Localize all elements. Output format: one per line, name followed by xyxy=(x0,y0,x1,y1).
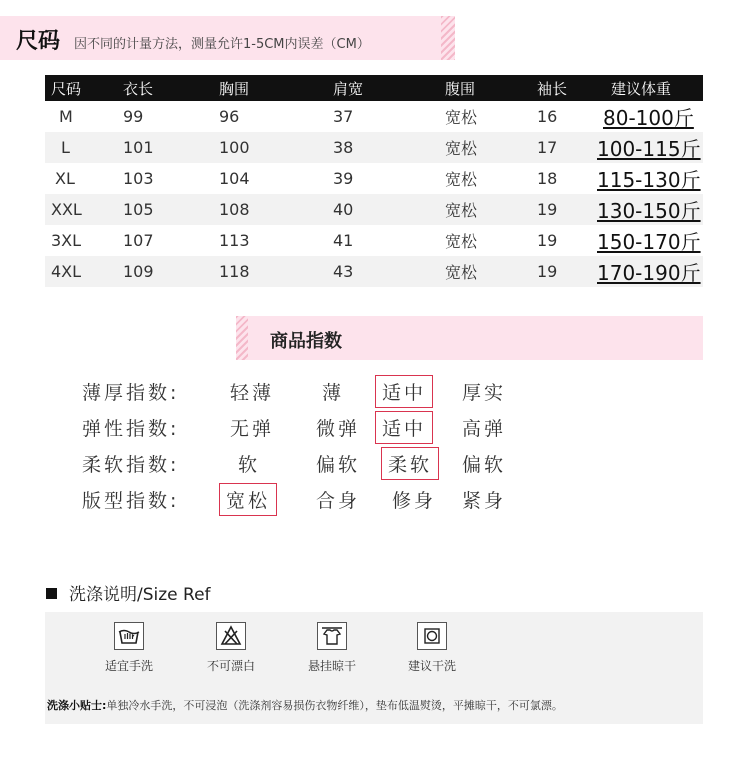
size-table xyxy=(45,75,703,287)
index-option-selected: 宽松 xyxy=(222,486,274,513)
index-label: 薄厚指数: xyxy=(82,382,180,404)
wash-tip-text: 单独冷水手洗，不可浸泡（洗涤剂容易损伤衣物纤维），垫布低温熨烫，平摊晾干，不可氯漂。 xyxy=(106,699,563,712)
wash-item-label: 建议干洗 xyxy=(407,659,456,673)
wash-tip xyxy=(47,697,563,713)
index-label: 弹性指数: xyxy=(82,418,180,440)
cell-size: 3XL xyxy=(51,231,82,250)
cell-length: 99 xyxy=(123,107,144,126)
table-row xyxy=(45,194,703,225)
index-option: 修身 xyxy=(392,490,437,512)
cell-weight: 150-170斤 xyxy=(597,230,701,254)
cell-weight: 115-130斤 xyxy=(597,168,701,192)
index-option-selected: 适中 xyxy=(378,414,430,441)
cell-sleeve: 19 xyxy=(537,231,558,250)
cell-length: 109 xyxy=(123,256,219,287)
index-option: 紧身 xyxy=(462,490,507,512)
index-title: 商品指数 xyxy=(270,331,342,352)
index-row-fit xyxy=(0,484,750,514)
table-row xyxy=(45,163,703,194)
size-note: 因不同的计量方法，测量允许1-5CM内误差（CM） xyxy=(74,37,370,52)
cell-size: XL xyxy=(55,169,75,188)
col-header-weight: 建议体重 xyxy=(597,75,703,101)
index-option: 偏软 xyxy=(462,454,507,476)
cell-chest: 108 xyxy=(219,194,333,225)
cell-sleeve: 18 xyxy=(537,169,558,188)
cell-length: 105 xyxy=(123,194,219,225)
banner-stripes xyxy=(236,316,248,360)
wash-item-label: 悬挂晾干 xyxy=(307,659,356,673)
table-row xyxy=(45,101,703,132)
table-row xyxy=(45,225,703,256)
cell-waist: 宽松 xyxy=(445,108,478,127)
cell-waist: 宽松 xyxy=(445,194,537,225)
cell-chest: 96 xyxy=(219,107,240,126)
cell-chest: 113 xyxy=(219,231,250,250)
cell-waist: 宽松 xyxy=(445,256,537,287)
cell-length: 101 xyxy=(123,132,219,163)
index-option: 高弹 xyxy=(462,418,507,440)
cell-weight: 130-150斤 xyxy=(597,194,703,225)
index-option-selected: 适中 xyxy=(378,378,430,405)
index-option: 无弹 xyxy=(230,418,275,440)
cell-weight: 170-190斤 xyxy=(597,256,703,287)
wash-item-dry-clean xyxy=(387,622,477,674)
table-row xyxy=(45,256,703,287)
cell-shoulder: 38 xyxy=(333,132,445,163)
hang-dry-icon xyxy=(317,622,347,650)
index-option: 软 xyxy=(238,454,261,476)
cell-weight: 80-100斤 xyxy=(603,106,694,130)
wash-item-no-bleach xyxy=(186,622,276,674)
index-option: 合身 xyxy=(316,490,361,512)
cell-waist: 宽松 xyxy=(445,132,537,163)
hand-wash-icon xyxy=(114,622,144,650)
cell-size: M xyxy=(59,107,73,126)
wash-item-hang-dry xyxy=(287,622,377,674)
wash-item-hand-wash xyxy=(84,622,174,674)
cell-shoulder: 41 xyxy=(333,231,354,250)
index-option: 轻薄 xyxy=(230,382,275,404)
cell-size: XXL xyxy=(45,194,123,225)
wash-item-label: 适宜手洗 xyxy=(104,659,153,673)
cell-chest: 100 xyxy=(219,132,333,163)
size-title: 尺码 xyxy=(16,29,61,54)
cell-weight: 100-115斤 xyxy=(597,132,703,163)
index-option: 薄 xyxy=(322,382,345,404)
cell-length: 103 xyxy=(123,169,154,188)
index-row-elasticity xyxy=(0,412,750,442)
cell-size: 4XL xyxy=(45,256,123,287)
cell-sleeve: 19 xyxy=(537,256,597,287)
col-header-chest: 胸围 xyxy=(219,75,333,101)
wash-item-label: 不可漂白 xyxy=(206,659,255,673)
cell-waist: 宽松 xyxy=(445,170,478,189)
cell-chest: 118 xyxy=(219,256,333,287)
cell-shoulder: 39 xyxy=(333,169,354,188)
square-bullet-icon xyxy=(46,588,57,599)
cell-size: L xyxy=(45,132,123,163)
index-label: 版型指数: xyxy=(82,490,180,512)
col-header-length: 衣长 xyxy=(123,75,219,101)
col-header-size: 尺码 xyxy=(45,75,123,101)
table-row xyxy=(45,132,703,163)
index-option: 微弹 xyxy=(316,418,361,440)
dry-clean-icon xyxy=(417,622,447,650)
cell-shoulder: 40 xyxy=(333,194,445,225)
size-table-header xyxy=(45,75,703,101)
no-bleach-icon xyxy=(216,622,246,650)
cell-sleeve: 16 xyxy=(537,107,558,126)
cell-sleeve: 17 xyxy=(537,132,597,163)
cell-shoulder: 43 xyxy=(333,256,445,287)
wash-title: 洗涤说明/Size Ref xyxy=(69,585,211,605)
col-header-shoulder: 肩宽 xyxy=(333,75,445,101)
cell-sleeve: 19 xyxy=(537,194,597,225)
cell-chest: 104 xyxy=(219,169,250,188)
col-header-waist: 腹围 xyxy=(445,75,537,101)
index-option: 偏软 xyxy=(316,454,361,476)
wash-heading xyxy=(46,580,211,605)
index-label: 柔软指数: xyxy=(82,454,180,476)
col-header-sleeve: 袖长 xyxy=(537,75,597,101)
index-row-thickness xyxy=(0,376,750,406)
index-row-softness xyxy=(0,448,750,478)
cell-shoulder: 37 xyxy=(333,107,354,126)
wash-tip-label: 洗涤小贴士: xyxy=(47,699,107,712)
cell-length: 107 xyxy=(123,231,154,250)
index-option-selected: 柔软 xyxy=(384,450,436,477)
banner-stripes xyxy=(441,16,455,60)
cell-waist: 宽松 xyxy=(445,232,478,251)
index-option: 厚实 xyxy=(462,382,507,404)
